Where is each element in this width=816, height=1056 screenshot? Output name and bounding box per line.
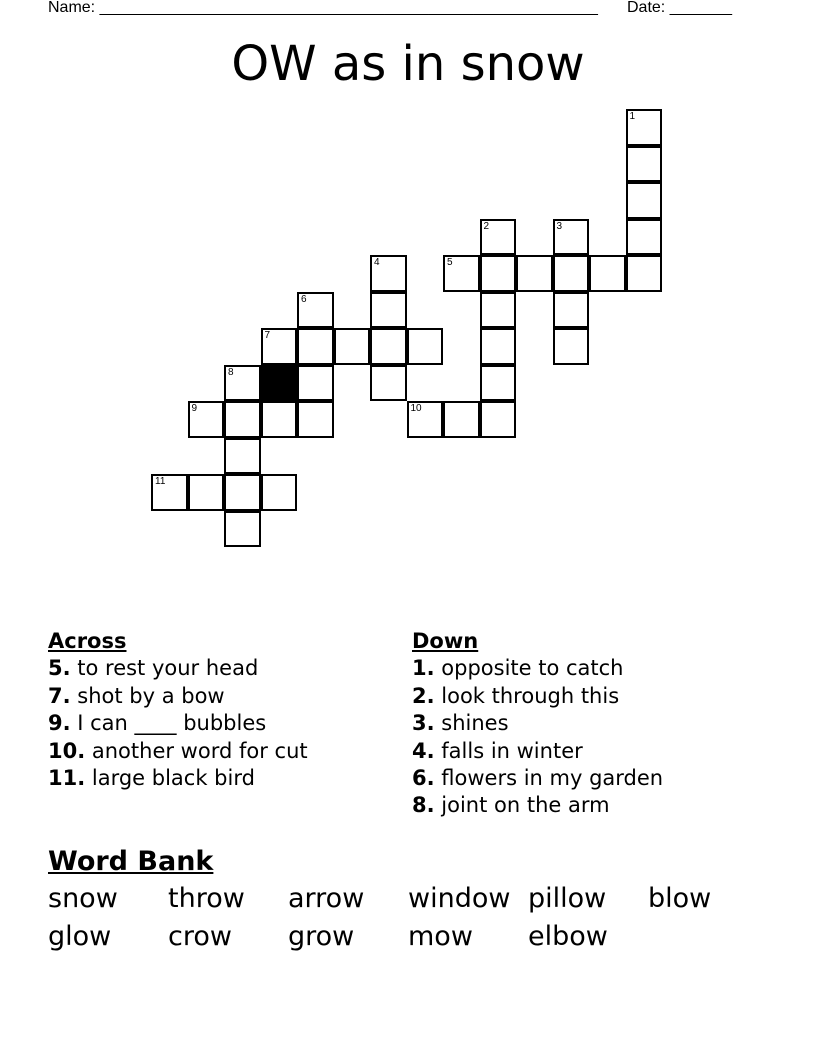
grid-cell[interactable] [553, 328, 590, 365]
clue-item-text: to rest your head [70, 656, 259, 681]
clue-item [412, 710, 663, 737]
word-bank-word: glow [48, 921, 112, 952]
grid-cell[interactable] [224, 511, 261, 548]
clue-item-number: 8. [412, 793, 435, 818]
page-title: OW as in snow [231, 36, 585, 92]
grid-cell[interactable] [626, 182, 663, 219]
word-bank-word: pillow [528, 883, 607, 914]
grid-cell[interactable] [480, 401, 517, 438]
clue-item [48, 683, 308, 710]
grid-cell[interactable] [261, 401, 298, 438]
clue-item-number: 5. [48, 656, 71, 681]
grid-cell[interactable] [553, 219, 590, 256]
clue-item-text: look through this [434, 683, 620, 708]
clue-item-number: 3. [412, 711, 435, 736]
word-bank-word: blow [648, 883, 712, 914]
clue-number: 6 [301, 293, 307, 305]
grid-cell[interactable] [626, 109, 663, 146]
grid-cell[interactable] [370, 292, 407, 329]
grid-cell[interactable] [151, 474, 188, 511]
grid-cell[interactable] [516, 255, 553, 292]
clue-item [48, 738, 308, 765]
clue-item-text: joint on the arm [434, 793, 610, 818]
clue-number: 11 [155, 476, 166, 487]
word-bank-word: throw [168, 883, 245, 914]
grid-cell[interactable] [224, 401, 261, 438]
clue-item-number: 1. [412, 656, 435, 681]
word-bank-word: grow [288, 921, 355, 952]
clue-item-number: 11. [48, 766, 86, 791]
grid-cell[interactable] [188, 474, 225, 511]
across-list [48, 655, 308, 792]
clue-number: 3 [556, 220, 563, 232]
shaded-cell [261, 365, 298, 402]
grid-cell[interactable] [553, 255, 590, 292]
clue-item-number: 9. [48, 711, 71, 736]
clue-item [48, 655, 308, 682]
clue-item-number: 2. [412, 683, 435, 708]
grid-cell[interactable] [297, 328, 334, 365]
grid-cell[interactable] [480, 328, 517, 365]
grid-cell[interactable] [626, 219, 663, 256]
clue-item-text: opposite to catch [434, 656, 624, 681]
across-heading: Across [48, 629, 127, 653]
name-label: Name: [48, 0, 100, 16]
grid-cell[interactable] [261, 474, 298, 511]
clue-item-text: large black bird [85, 766, 255, 791]
grid-cell[interactable] [297, 401, 334, 438]
grid-cell[interactable] [553, 292, 590, 329]
down-list [412, 655, 663, 819]
clue-item [412, 683, 663, 710]
clue-item [412, 765, 663, 792]
clue-item [412, 738, 663, 765]
grid-cell[interactable] [224, 365, 261, 402]
clue-number: 8 [228, 366, 234, 378]
grid-cell[interactable] [480, 292, 517, 329]
grid-cell[interactable] [626, 255, 663, 292]
clue-item-text: shines [434, 711, 509, 736]
word-bank-word: crow [168, 921, 232, 952]
grid-cell[interactable] [334, 328, 371, 365]
grid-cell[interactable] [480, 365, 517, 402]
grid-cell[interactable] [407, 401, 444, 438]
clue-item-number: 4. [412, 738, 435, 763]
grid-cell[interactable] [370, 255, 407, 292]
grid-cell[interactable] [443, 255, 480, 292]
clue-number: 7 [264, 330, 271, 341]
word-bank-word: elbow [528, 921, 608, 952]
clue-item-text: another word for cut [85, 738, 308, 763]
clue-item-number: 6. [412, 766, 435, 791]
date-blank[interactable]: _______ [669, 0, 732, 16]
clue-number: 9 [191, 403, 198, 414]
down-heading: Down [412, 629, 479, 653]
grid-cell[interactable] [407, 328, 444, 365]
word-bank-title: Word Bank [48, 846, 214, 877]
clue-item-text: shot by a bow [70, 683, 225, 708]
grid-cell[interactable] [589, 255, 626, 292]
grid-cell[interactable] [297, 365, 334, 402]
clue-number: 4 [374, 257, 380, 268]
grid-cell[interactable] [188, 401, 225, 438]
date-label: Date: [627, 0, 670, 16]
grid-cell[interactable] [370, 328, 407, 365]
clue-item [412, 792, 663, 819]
clue-number: 2 [483, 220, 490, 232]
clue-item-number: 10. [48, 738, 86, 763]
word-bank-word: arrow [288, 883, 365, 914]
grid-cell[interactable] [443, 401, 480, 438]
grid-cell[interactable] [224, 474, 261, 511]
grid-cell[interactable] [261, 328, 298, 365]
word-bank-word: snow [48, 883, 118, 914]
grid-cell[interactable] [480, 219, 517, 256]
clue-number: 5 [447, 257, 453, 268]
clue-number: 1 [629, 111, 636, 122]
clue-item-text: falls in winter [434, 738, 583, 763]
grid-cell[interactable] [480, 255, 517, 292]
clue-item [48, 710, 308, 737]
name-blank[interactable]: ________________________________________________________ [99, 0, 598, 16]
clue-item-text: I can ____ bubbles [70, 711, 267, 736]
clue-item [48, 765, 308, 792]
clue-item [412, 655, 663, 682]
grid-cell[interactable] [370, 365, 407, 402]
grid-cell[interactable] [297, 292, 334, 329]
grid-cell[interactable] [224, 438, 261, 475]
grid-cell[interactable] [626, 146, 663, 183]
clue-item-text: flowers in my garden [434, 766, 664, 791]
clue-item-number: 7. [48, 683, 71, 708]
word-bank-word: window [408, 883, 511, 914]
across-clues [48, 628, 308, 792]
word-bank-word: mow [408, 921, 473, 952]
down-clues [412, 628, 663, 820]
clue-number: 10 [410, 403, 422, 414]
